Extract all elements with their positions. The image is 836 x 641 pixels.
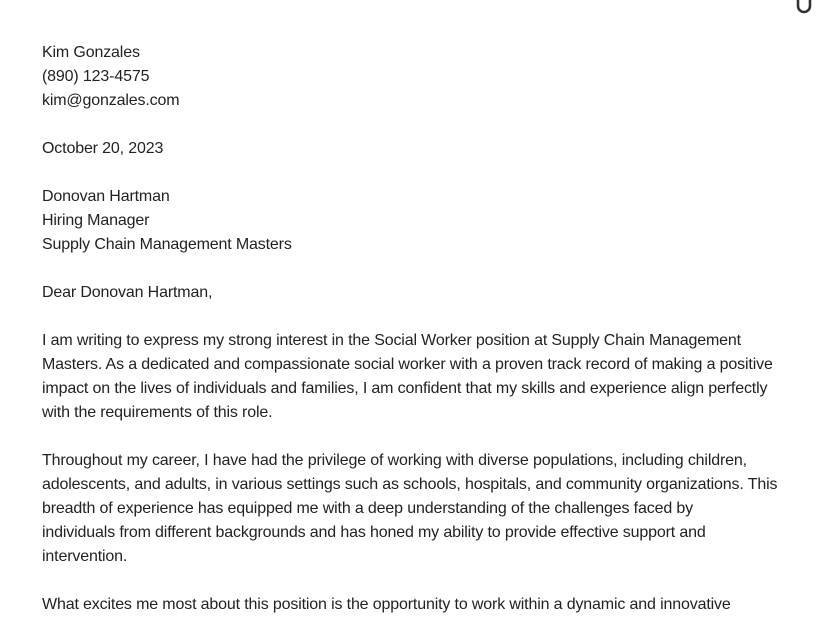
- paragraph-1: [42, 329, 802, 425]
- paragraph-3: [42, 593, 802, 617]
- recipient-block: [42, 185, 802, 257]
- sender-email: kim@gonzales.com: [42, 92, 180, 109]
- cover-letter: [42, 41, 802, 641]
- paragraph-line: individuals from different backgrounds and has honed my ability to provide effective support and: [42, 524, 706, 541]
- paragraph-line: Throughout my career, I have had the privilege of working with diverse populations, including children,: [42, 452, 747, 469]
- paragraph-line: with the requirements of this role.: [42, 404, 273, 421]
- paragraph-line: intervention.: [42, 548, 128, 565]
- paragraph-line: breadth of experience has equipped me with a deep understanding of the challenges faced by: [42, 500, 693, 517]
- paragraph-line: What excites me most about this position is the opportunity to work within a dynamic and innovative: [42, 596, 731, 613]
- recipient-title: Hiring Manager: [42, 212, 150, 229]
- salutation: Dear Donovan Hartman,: [42, 284, 213, 301]
- paperclip-icon: [795, 0, 813, 16]
- letter-date: October 20, 2023: [42, 140, 164, 157]
- recipient-name: Donovan Hartman: [42, 188, 170, 205]
- paragraph-line: Masters. As a dedicated and compassionate social worker with a proven track record of making a positive: [42, 356, 773, 373]
- paragraph-line: adolescents, and adults, in various settings such as schools, hospitals, and community organizations. This: [42, 476, 778, 493]
- paragraph-line: impact on the lives of individuals and families, I am confident that my skills and experience align perfectly: [42, 380, 768, 397]
- sender-name: Kim Gonzales: [42, 44, 140, 61]
- sender-block: [42, 41, 802, 113]
- recipient-company: Supply Chain Management Masters: [42, 236, 292, 253]
- salutation-block: [42, 281, 802, 305]
- paragraph-line: I am writing to express my strong interest in the Social Worker position at Supply Chain Management: [42, 332, 741, 349]
- date-block: [42, 137, 802, 161]
- sender-phone: (890) 123-4575: [42, 68, 150, 85]
- paragraph-2: [42, 449, 802, 569]
